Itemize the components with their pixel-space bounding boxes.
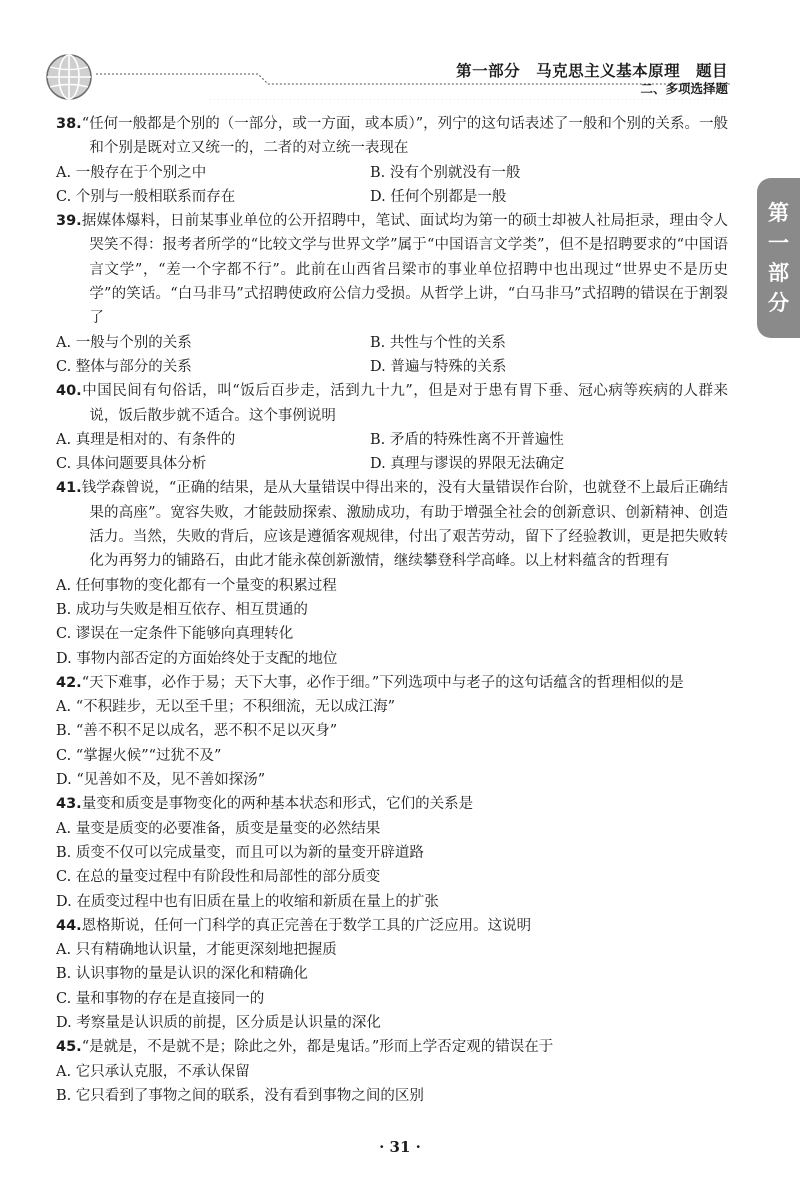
option-d: D. 任何个别都是一般 [370,188,507,205]
question-41 [56,476,728,670]
question-number: 43. [56,796,82,813]
header-subject: 马克思主义基本原理 [536,62,681,80]
option-a: A. 任何事物的变化都有一个量变的积累过程 [56,577,337,594]
option-a: A. 真理是相对的、有条件的 [56,431,236,448]
option-b: B. 矛盾的特殊性离不开普遍性 [370,431,564,448]
question-text: 恩格斯说，任何一门科学的真正完善在于数学工具的广泛应用。这说明 [81,917,532,934]
options [56,428,728,477]
question-text: “是就是，不是就不是；除此之外，都是鬼话。”形而上学否定观的错误在于 [81,1039,554,1056]
option-a: A. “不积跬步，无以至千里；不积细流，无以成江海” [56,699,396,716]
question-text: 钱学森曾说，“正确的结果，是从大量错误中得出来的，没有大量错误作台阶，也就登不上最后正确结果的高座”。宽容失败，才能鼓励探索、激励成功，有助于增强全社会的创新意识、创新精神、创造活力。当然，失败的背后，应该是遵循客观规律，付出了艰苦劳动，留下了经验教训，更是把失败转化为再努力的铺路石，由此才能永葆创新激情，继续攀登科学高峰。以上材料蕴含的哲理有 [81,480,728,570]
options [56,817,728,914]
question-stem [56,476,728,573]
question-number: 44. [56,917,82,934]
option-d: D. “见善如不及，见不善如探汤” [56,772,266,789]
option-c: C. 具体问题要具体分析 [56,456,207,473]
header-title [446,59,728,81]
option-a: A. 只有精确地认识量，才能更深刻地把握质 [56,942,337,959]
header-subtitle: 二、多项选择题 [640,81,728,96]
side-tab-char: 一 [768,231,789,255]
option-a: A. 它只承认克服，不承认保留 [56,1063,250,1080]
option-b: B. 共性与个性的关系 [370,334,506,351]
options [56,574,728,671]
option-b: B. 没有个别就没有一般 [370,164,521,181]
option-c: C. 整体与部分的关系 [56,358,192,375]
header-section-type: 题目 [695,62,728,80]
question-list [56,112,728,1108]
question-number: 39. [56,213,82,230]
question-44 [56,914,728,1035]
options [56,1060,728,1109]
option-d: D. 在质变过程中也有旧质在量上的收缩和新质在量上的扩张 [56,893,439,910]
question-stem [56,1035,728,1059]
question-43 [56,792,728,913]
option-d: D. 事物内部否定的方面始终处于支配的地位 [56,650,338,667]
question-number: 41. [56,480,82,497]
question-stem [56,112,728,161]
option-c: C. “掌握火候”“过犹不及” [56,747,222,764]
question-text: 据媒体爆料，日前某事业单位的公开招聘中，笔试、面试均为第一的硕士却被人社局拒录，理由令人哭笑不得：报考者所学的“比较文学与世界文学”属于“中国语言文学类”，但不是招聘要求的“中国语言文学”，“差一个字都不行”。此前在山西省吕梁市的事业单位招聘中也出现过“世界史不是历史学”的笑话。“白马非马”式招聘使政府公信力受损。从哲学上讲，“白马非马”式招聘的错误在于割裂了 [81,213,728,327]
option-b: B. 成功与失败是相互依存、相互贯通的 [56,601,308,618]
header-part: 第一部分 [456,62,521,80]
question-stem [56,209,728,330]
question-text: 量变和质变是事物变化的两种基本状态和形式，它们的关系是 [81,796,474,813]
option-d: D. 真理与谬误的界限无法确定 [370,456,565,473]
option-a: A. 一般存在于个别之中 [56,164,207,181]
question-stem [56,914,728,938]
question-number: 42. [56,674,82,691]
option-c: C. 谬误在一定条件下能够向真理转化 [56,626,294,643]
question-text: “任何一般都是个别的（一部分，或一方面，或本质）”，列宁的这句话表述了一般和个别的关系。一般和个别是既对立又统一的，二者的对立统一表现在 [81,116,728,157]
side-tab-char: 部 [768,261,789,285]
question-stem [56,379,728,428]
option-b: B. 它只看到了事物之间的联系，没有看到事物之间的区别 [56,1087,424,1104]
question-stem [56,671,728,695]
option-a: A. 量变是质变的必要准备，质变是量变的必然结果 [56,820,381,837]
side-tab-char: 第 [768,201,789,225]
question-number: 45. [56,1039,82,1056]
option-c: C. 个别与一般相联系而存在 [56,188,236,205]
options [56,161,728,210]
option-a: A. 一般与个别的关系 [56,334,192,351]
options [56,938,728,1035]
question-number: 40. [56,383,82,400]
options [56,331,728,380]
page-header [0,0,800,100]
side-tab [757,178,800,338]
option-d: D. 考察量是认识质的前提，区分质是认识量的深化 [56,1014,381,1031]
option-c: C. 在总的量变过程中有阶段性和局部性的部分质变 [56,869,381,886]
page-number: · 31 · [379,1138,421,1156]
option-b: B. 认识事物的量是认识的深化和精确化 [56,966,308,983]
question-38 [56,112,728,209]
side-tab-char: 分 [768,291,789,315]
option-d: D. 普遍与特殊的关系 [370,358,507,375]
question-40 [56,379,728,476]
question-39 [56,209,728,379]
question-text: “天下难事，必作于易；天下大事，必作于细。”下列选项中与老子的这句话蕴含的哲理相似的是 [81,674,684,691]
option-c: C. 量和事物的存在是直接同一的 [56,990,265,1007]
option-b: B. “善不积不足以成名，恶不积不足以灭身” [56,723,338,740]
question-stem [56,792,728,816]
question-text: 中国民间有句俗话，叫“饭后百步走，活到九十九”，但是对于患有胃下垂、冠心病等疾病的人群来说，饭后散步就不适合。这个事例说明 [81,383,728,424]
question-number: 38. [56,116,82,132]
option-b: B. 质变不仅可以完成量变，而且可以为新的量变开辟道路 [56,844,424,861]
question-45 [56,1035,728,1108]
question-42 [56,671,728,792]
options [56,695,728,792]
